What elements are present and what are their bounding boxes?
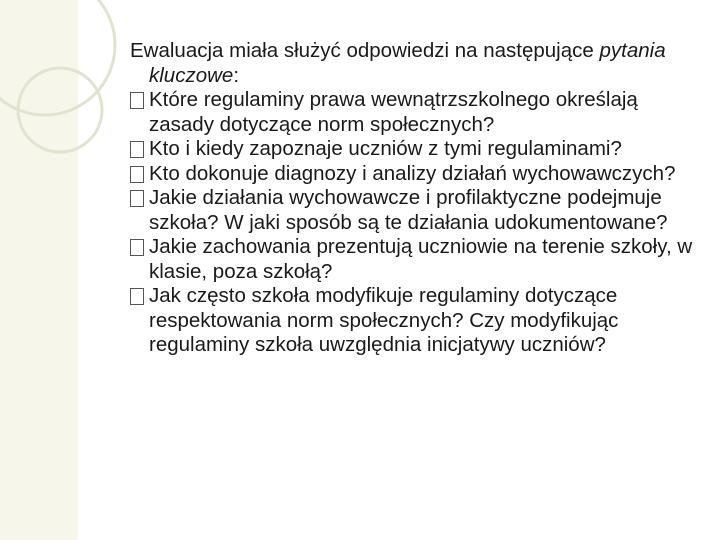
question-item [130, 235, 700, 284]
square-bullet-icon [130, 141, 144, 158]
intro-suffix: : [233, 63, 240, 87]
question-text: Jak często szkoła modyfikuje regulaminy dotyczące respektowania norm społecznych? Czy modyfikując regulaminy szkoła uwzględnia inicjatywy uczniów? [149, 284, 619, 356]
question-text: Jakie działania wychowawcze i profilaktyczne podejmuje szkoła? W jaki sposób są te działania udokumentowane? [149, 186, 668, 234]
question-item [130, 186, 700, 235]
square-bullet-icon [130, 190, 144, 207]
square-bullet-icon [130, 239, 144, 256]
question-text: Jakie zachowania prezentują uczniowie na terenie szkoły, w klasie, poza szkołą? [149, 235, 693, 283]
square-bullet-icon [130, 92, 144, 109]
decorative-circle-small [18, 68, 102, 152]
intro-paragraph [130, 39, 700, 88]
square-bullet-icon [130, 166, 144, 183]
question-text: Które regulaminy prawa wewnątrzszkolnego określają zasady dotyczące norm społecznych? [149, 88, 638, 136]
intro-emphasis: pytania kluczowe [149, 39, 666, 87]
question-item [130, 284, 700, 358]
slide-content [130, 39, 700, 358]
question-text: Kto i kiedy zapoznaje uczniów z tymi regulaminami? [149, 137, 622, 160]
intro-text: Ewaluacja miała służyć odpowiedzi na następujące [130, 39, 594, 62]
question-item [130, 88, 700, 137]
square-bullet-icon [130, 288, 144, 305]
question-text: Kto dokonuje diagnozy i analizy działań wychowawczych? [149, 161, 676, 185]
question-item [130, 162, 700, 187]
decorative-circle-large [0, 0, 115, 115]
question-item [130, 137, 700, 162]
